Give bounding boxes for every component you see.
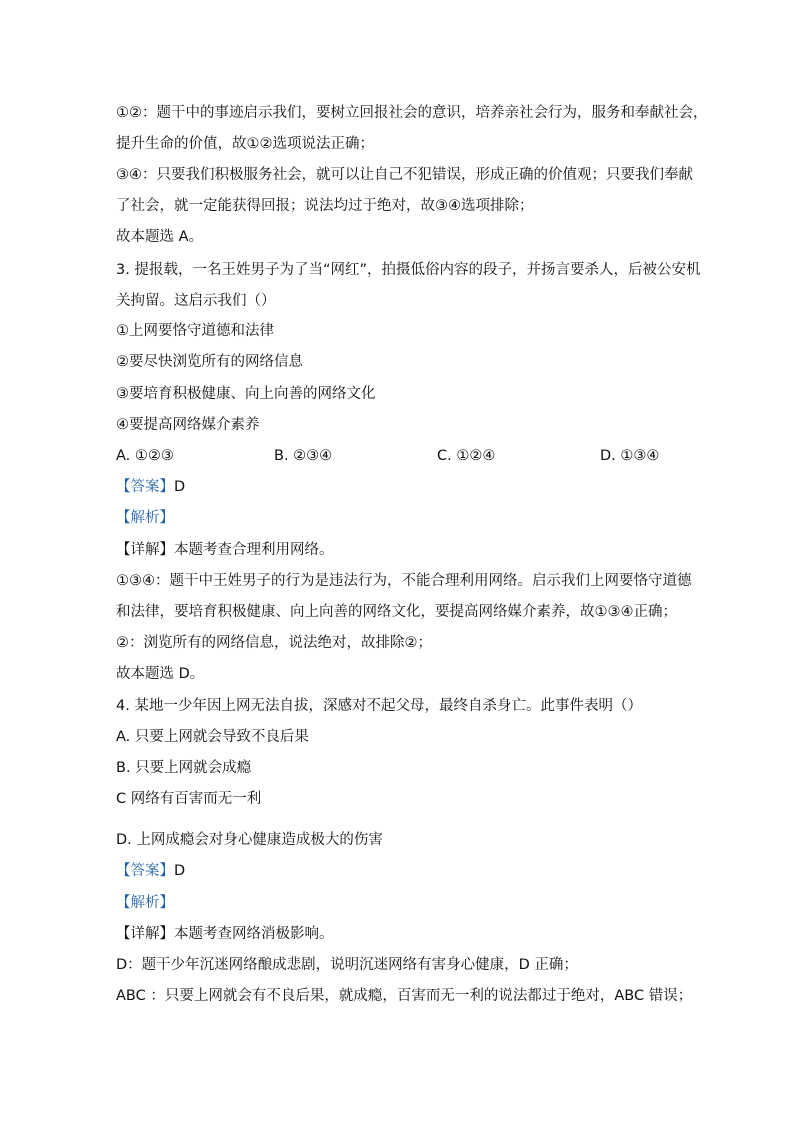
question-4-option-d: D. 上网成瘾会对身心健康造成极大的伤害 [116, 832, 383, 848]
question-4-detail [116, 924, 334, 944]
paragraph-line: 了社会，就一定能获得回报；说法均过于绝对，故③④选项排除； [116, 198, 534, 214]
question-3-explanation-cont: 和法律，要培育积极健康、向上向善的网络文化，要提高网络媒介素养，故①③④正确； [116, 604, 677, 620]
paragraph-line: 提升生命的价值，故①②选项说法正确； [116, 136, 374, 152]
paragraph-line: ③④：只要我们积极服务社会，就可以让自己不犯错误，形成正确的价值观；只要我们奉献 [116, 167, 693, 183]
question-3-item-1: ①上网要恪守道德和法律 [116, 323, 274, 339]
answer-tag: 【答案】 [116, 863, 174, 879]
question-3-stem-cont: 关拘留。这启示我们（） [116, 293, 276, 309]
answer-value: D [174, 863, 186, 879]
question-3-option-d: D. ①③④ [600, 448, 660, 464]
question-3-explanation-2: ②：浏览所有的网络信息，说法绝对，故排除②； [116, 635, 432, 651]
paragraph-line: ①②：题干中的事迹启示我们，要树立回报社会的意识，培养亲社会行为，服务和奉献社会， [116, 105, 708, 121]
analysis-tag: 【解析】 [116, 895, 174, 911]
question-3-item-2: ②要尽快浏览所有的网络信息 [116, 354, 303, 370]
question-3-answer [116, 477, 185, 497]
question-3-stem: 3. 提报载，一名王姓男子为了当“网红”，拍摄低俗内容的段子，并扬言要杀人，后被公安机 [116, 262, 701, 278]
detail-text: 本题考查网络消极影响。 [174, 926, 334, 942]
question-3-conclusion: 故本题选 D。 [116, 666, 205, 682]
analysis-tag: 【解析】 [116, 510, 174, 526]
question-3-option-c: C. ①②④ [437, 448, 496, 464]
answer-tag: 【答案】 [116, 479, 174, 495]
question-4-option-c: C 网络有百害而无一利 [116, 791, 262, 807]
question-4-analysis [116, 893, 174, 913]
question-3-option-a: A. ①②③ [116, 448, 174, 464]
question-4-explanation-2: ABC ：只要上网就会有不良后果，就成瘾，百害而无一利的说法都过于绝对，ABC 错误； [116, 988, 693, 1004]
detail-tag: 【详解】 [116, 926, 174, 942]
question-4-explanation: D：题干少年沉迷网络酿成悲剧，说明沉迷网络有害身心健康，D 正确； [116, 957, 578, 973]
detail-tag: 【详解】 [116, 542, 174, 558]
question-4-option-b: B. 只要上网就会成瘾 [116, 760, 252, 776]
detail-text: 本题考查合理利用网络。 [174, 542, 334, 558]
question-4-option-a: A. 只要上网就会导致不良后果 [116, 729, 309, 745]
answer-value: D [174, 479, 186, 495]
question-3-explanation: ①③④：题干中王姓男子的行为是违法行为，不能合理利用网络。启示我们上网要恪守道德 [116, 573, 692, 589]
question-4-answer [116, 861, 185, 881]
conclusion-line: 故本题选 A。 [116, 229, 204, 245]
question-3-option-b: B. ②③④ [274, 448, 333, 464]
question-4-stem: 4. 某地一少年因上网无法自拔，深感对不起父母，最终自杀身亡。此事件表明（） [116, 698, 642, 714]
question-3-item-4: ④要提高网络媒介素养 [116, 417, 260, 433]
question-3-item-3: ③要培育积极健康、向上向善的网络文化 [116, 386, 376, 402]
question-3-detail [116, 540, 334, 560]
question-3-analysis [116, 508, 174, 528]
